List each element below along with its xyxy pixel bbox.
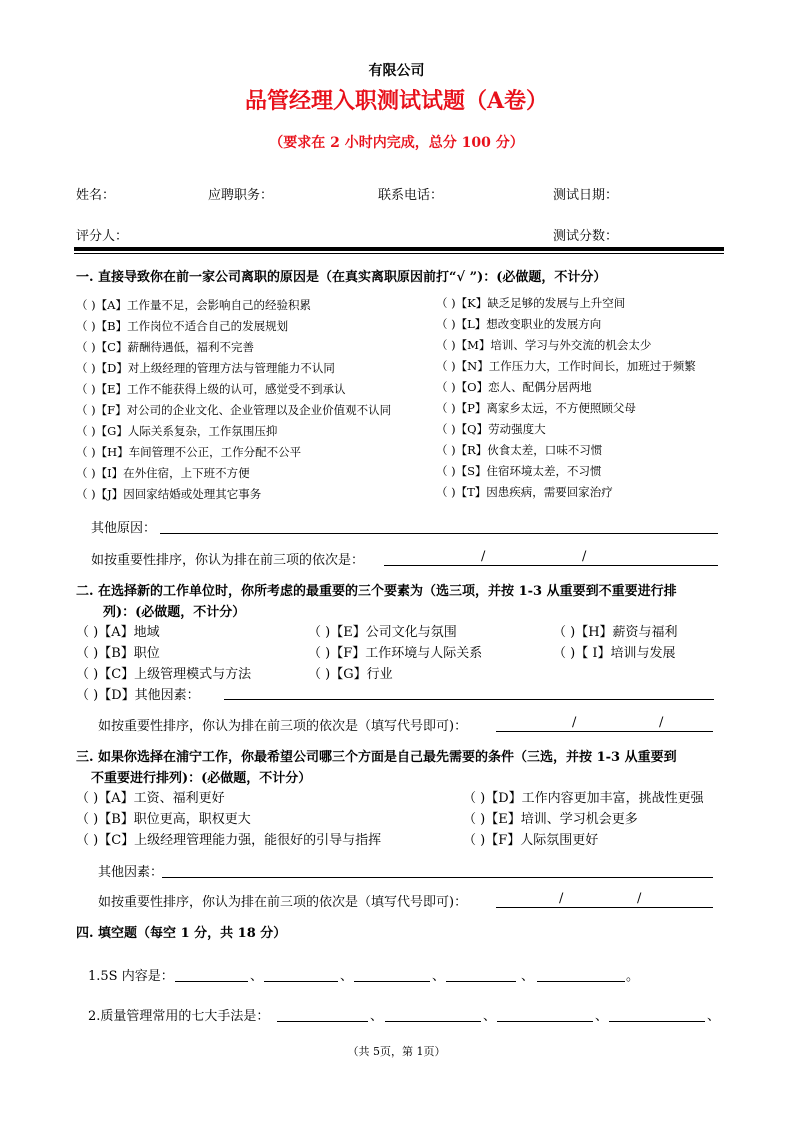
page-title: 品管经理入职测试试题（A卷） [244,88,549,114]
q2-option-col2-2[interactable]: （ )【G】行业 [308,667,393,682]
q1-rank-label: 如按重要性排序，你认为排在前三项的依次是： [91,553,365,568]
q1-option-right-0[interactable]: （ )【K】缺乏足够的发展与上升空间 [436,296,626,310]
q4-item1-blank-5[interactable] [537,981,625,982]
phone-field-label: 联系电话： [378,188,444,203]
q1-option-left-9[interactable]: （ )【J】因回家结婚或处理其它事务 [76,487,262,501]
q4-item2-blank-1[interactable] [277,1021,368,1022]
name-field-label: 姓名： [76,188,116,203]
q1-other-label: 其他原因： [91,521,157,536]
q2-other-blank[interactable] [224,699,714,700]
q1-option-left-2[interactable]: （ )【C】薪酬待遇低，福利不完善 [76,340,254,354]
q1-option-right-4[interactable]: （ )【O】恋人、配偶分居两地 [436,380,592,394]
q2-option-col1-2[interactable]: （ )【C】上级管理模式与方法 [76,667,252,682]
q1-option-right-2[interactable]: （ )【M】培训、学习与外交流的机会太少 [436,338,652,352]
score-field-label: 测试分数： [553,229,619,244]
q2-rank-slash-2: / [659,715,664,730]
q3-option-left-2[interactable]: （ )【C】上级经理管理能力强，能很好的引导与指挥 [76,833,382,848]
q4-title: 四. 填空题（每空 1 分，共 18 分） [76,926,287,941]
q4-item1-end: 。 [626,969,640,984]
q4-item2-sep-1: 、 [370,1009,384,1024]
q4-item1-sep-3: 、 [432,969,446,984]
q4-item1-label: 1.5S 内容是： [88,969,174,984]
q1-option-right-1[interactable]: （ )【L】想改变职业的发展方向 [436,317,602,331]
q2-option-col1-3[interactable]: （ )【D】其他因素： [76,688,200,703]
q2-option-col3-0[interactable]: （ )【H】薪资与福利 [553,625,678,640]
q4-item1-blank-4[interactable] [446,981,516,982]
q1-option-left-3[interactable]: （ )【D】对上级经理的管理方法与管理能力不认同 [76,361,335,375]
position-field-label: 应聘职务： [208,188,274,203]
q3-other-label: 其他因素： [98,865,164,880]
q4-item2-blank-2[interactable] [385,1021,481,1022]
q2-rank-slash-1: / [572,715,577,730]
q1-option-right-8[interactable]: （ )【S】住宿环境太差，不习惯 [436,464,602,478]
q2-option-col2-0[interactable]: （ )【E】公司文化与氛围 [308,625,457,640]
q4-item1-blank-1[interactable] [175,981,248,982]
date-field-label: 测试日期： [553,188,619,203]
q4-item1-sep-4: 、 [521,969,535,984]
q4-item2-label: 2.质量管理常用的七大手法是： [88,1009,270,1024]
q3-option-left-0[interactable]: （ )【A】工资、福利更好 [76,791,225,806]
q3-option-right-2[interactable]: （ )【F】人际氛围更好 [463,833,599,848]
q3-option-right-0[interactable]: （ )【D】工作内容更加丰富，挑战性更强 [463,791,704,806]
q2-rank-label: 如按重要性排序，你认为排在前三项的依次是（填写代号即可)： [98,719,468,734]
q1-option-right-9[interactable]: （ )【T】因患疾病，需要回家治疗 [436,485,613,499]
q4-item1-blank-2[interactable] [264,981,338,982]
q2-option-col3-1[interactable]: （ )【 I】培训与发展 [553,646,676,661]
header-divider-thick [74,247,724,251]
q2-title-line2: 列)：(必做题，不计分） [103,605,246,620]
q3-rank-label: 如按重要性排序，你认为排在前三项的依次是（填写代号即可)： [98,895,468,910]
q4-item1-blank-3[interactable] [354,981,430,982]
q4-item2-blank-4[interactable] [609,1021,705,1022]
company-name: 有限公司 [368,63,425,79]
q1-option-right-6[interactable]: （ )【Q】劳动强度大 [436,422,546,436]
q1-option-left-6[interactable]: （ )【G】人际关系复杂，工作氛围压抑 [76,424,278,438]
q1-option-left-1[interactable]: （ )【B】工作岗位不适合自己的发展规划 [76,319,289,333]
q1-rank-slash-1: / [481,549,486,564]
q3-rank-slash-1: / [559,891,564,906]
q1-title: 一. 直接导致你在前一家公司离职的原因是（在真实离职原因前打“√ ”)：(必做题，不计分） [76,270,607,285]
q3-option-left-1[interactable]: （ )【B】职位更高，职权更大 [76,812,251,827]
q4-item1-sep-2: 、 [340,969,354,984]
q1-rank-slash-2: / [582,549,587,564]
q4-item2-sep-2: 、 [483,1009,497,1024]
exam-instructions: （要求在 2 小时内完成，总分 100 分） [269,135,524,151]
q2-option-col1-1[interactable]: （ )【B】职位 [76,646,160,661]
q1-other-blank[interactable] [160,533,718,534]
q3-title-line2: 不重要进行排列)：(必做题，不计分） [91,771,312,786]
q4-item2-blank-3[interactable] [497,1021,593,1022]
q3-option-right-1[interactable]: （ )【E】培训、学习机会更多 [463,812,638,827]
q1-option-left-8[interactable]: （ )【I】在外住宿，上下班不方便 [76,466,250,480]
q1-option-left-5[interactable]: （ )【F】对公司的企业文化、企业管理以及企业价值观不认同 [76,403,392,417]
q4-item2-sep-3: 、 [595,1009,609,1024]
page-footer: （共 5页，第 1页） [347,1045,446,1058]
q4-item2-sep-4: 、 [707,1009,721,1024]
q3-other-blank[interactable] [162,877,713,878]
q1-option-left-0[interactable]: （ )【A】工作量不足，会影响自己的经验积累 [76,298,311,312]
q3-rank-blank[interactable] [496,907,713,908]
q1-rank-blank[interactable] [384,565,718,566]
q1-option-left-4[interactable]: （ )【E】工作不能获得上级的认可，感觉受不到承认 [76,382,346,396]
q3-rank-slash-2: / [637,891,642,906]
q2-option-col2-1[interactable]: （ )【F】工作环境与人际关系 [308,646,483,661]
q1-option-right-7[interactable]: （ )【R】伙食太差，口味不习惯 [436,443,603,457]
q1-option-right-5[interactable]: （ )【P】离家乡太远，不方便照顾父母 [436,401,636,415]
q1-option-left-7[interactable]: （ )【H】车间管理不公正，工作分配不公平 [76,445,302,459]
q2-rank-blank[interactable] [496,731,713,732]
grader-field-label: 评分人： [76,229,129,244]
q1-option-right-3[interactable]: （ )【N】工作压力大，工作时间长，加班过于频繁 [436,359,696,373]
q3-title-line1: 三. 如果你选择在浦宁工作，你最希望公司哪三个方面是自己最先需要的条件（三选，并按 1-3 从重要到 [76,750,677,765]
q2-title-line1: 二. 在选择新的工作单位时，你所考虑的最重要的三个要素为（选三项，并按 1-3 从重要到不重要进行排 [76,584,677,599]
header-divider-thin [74,253,724,254]
q4-item1-sep-1: 、 [250,969,264,984]
q2-option-col1-0[interactable]: （ )【A】地域 [76,625,160,640]
